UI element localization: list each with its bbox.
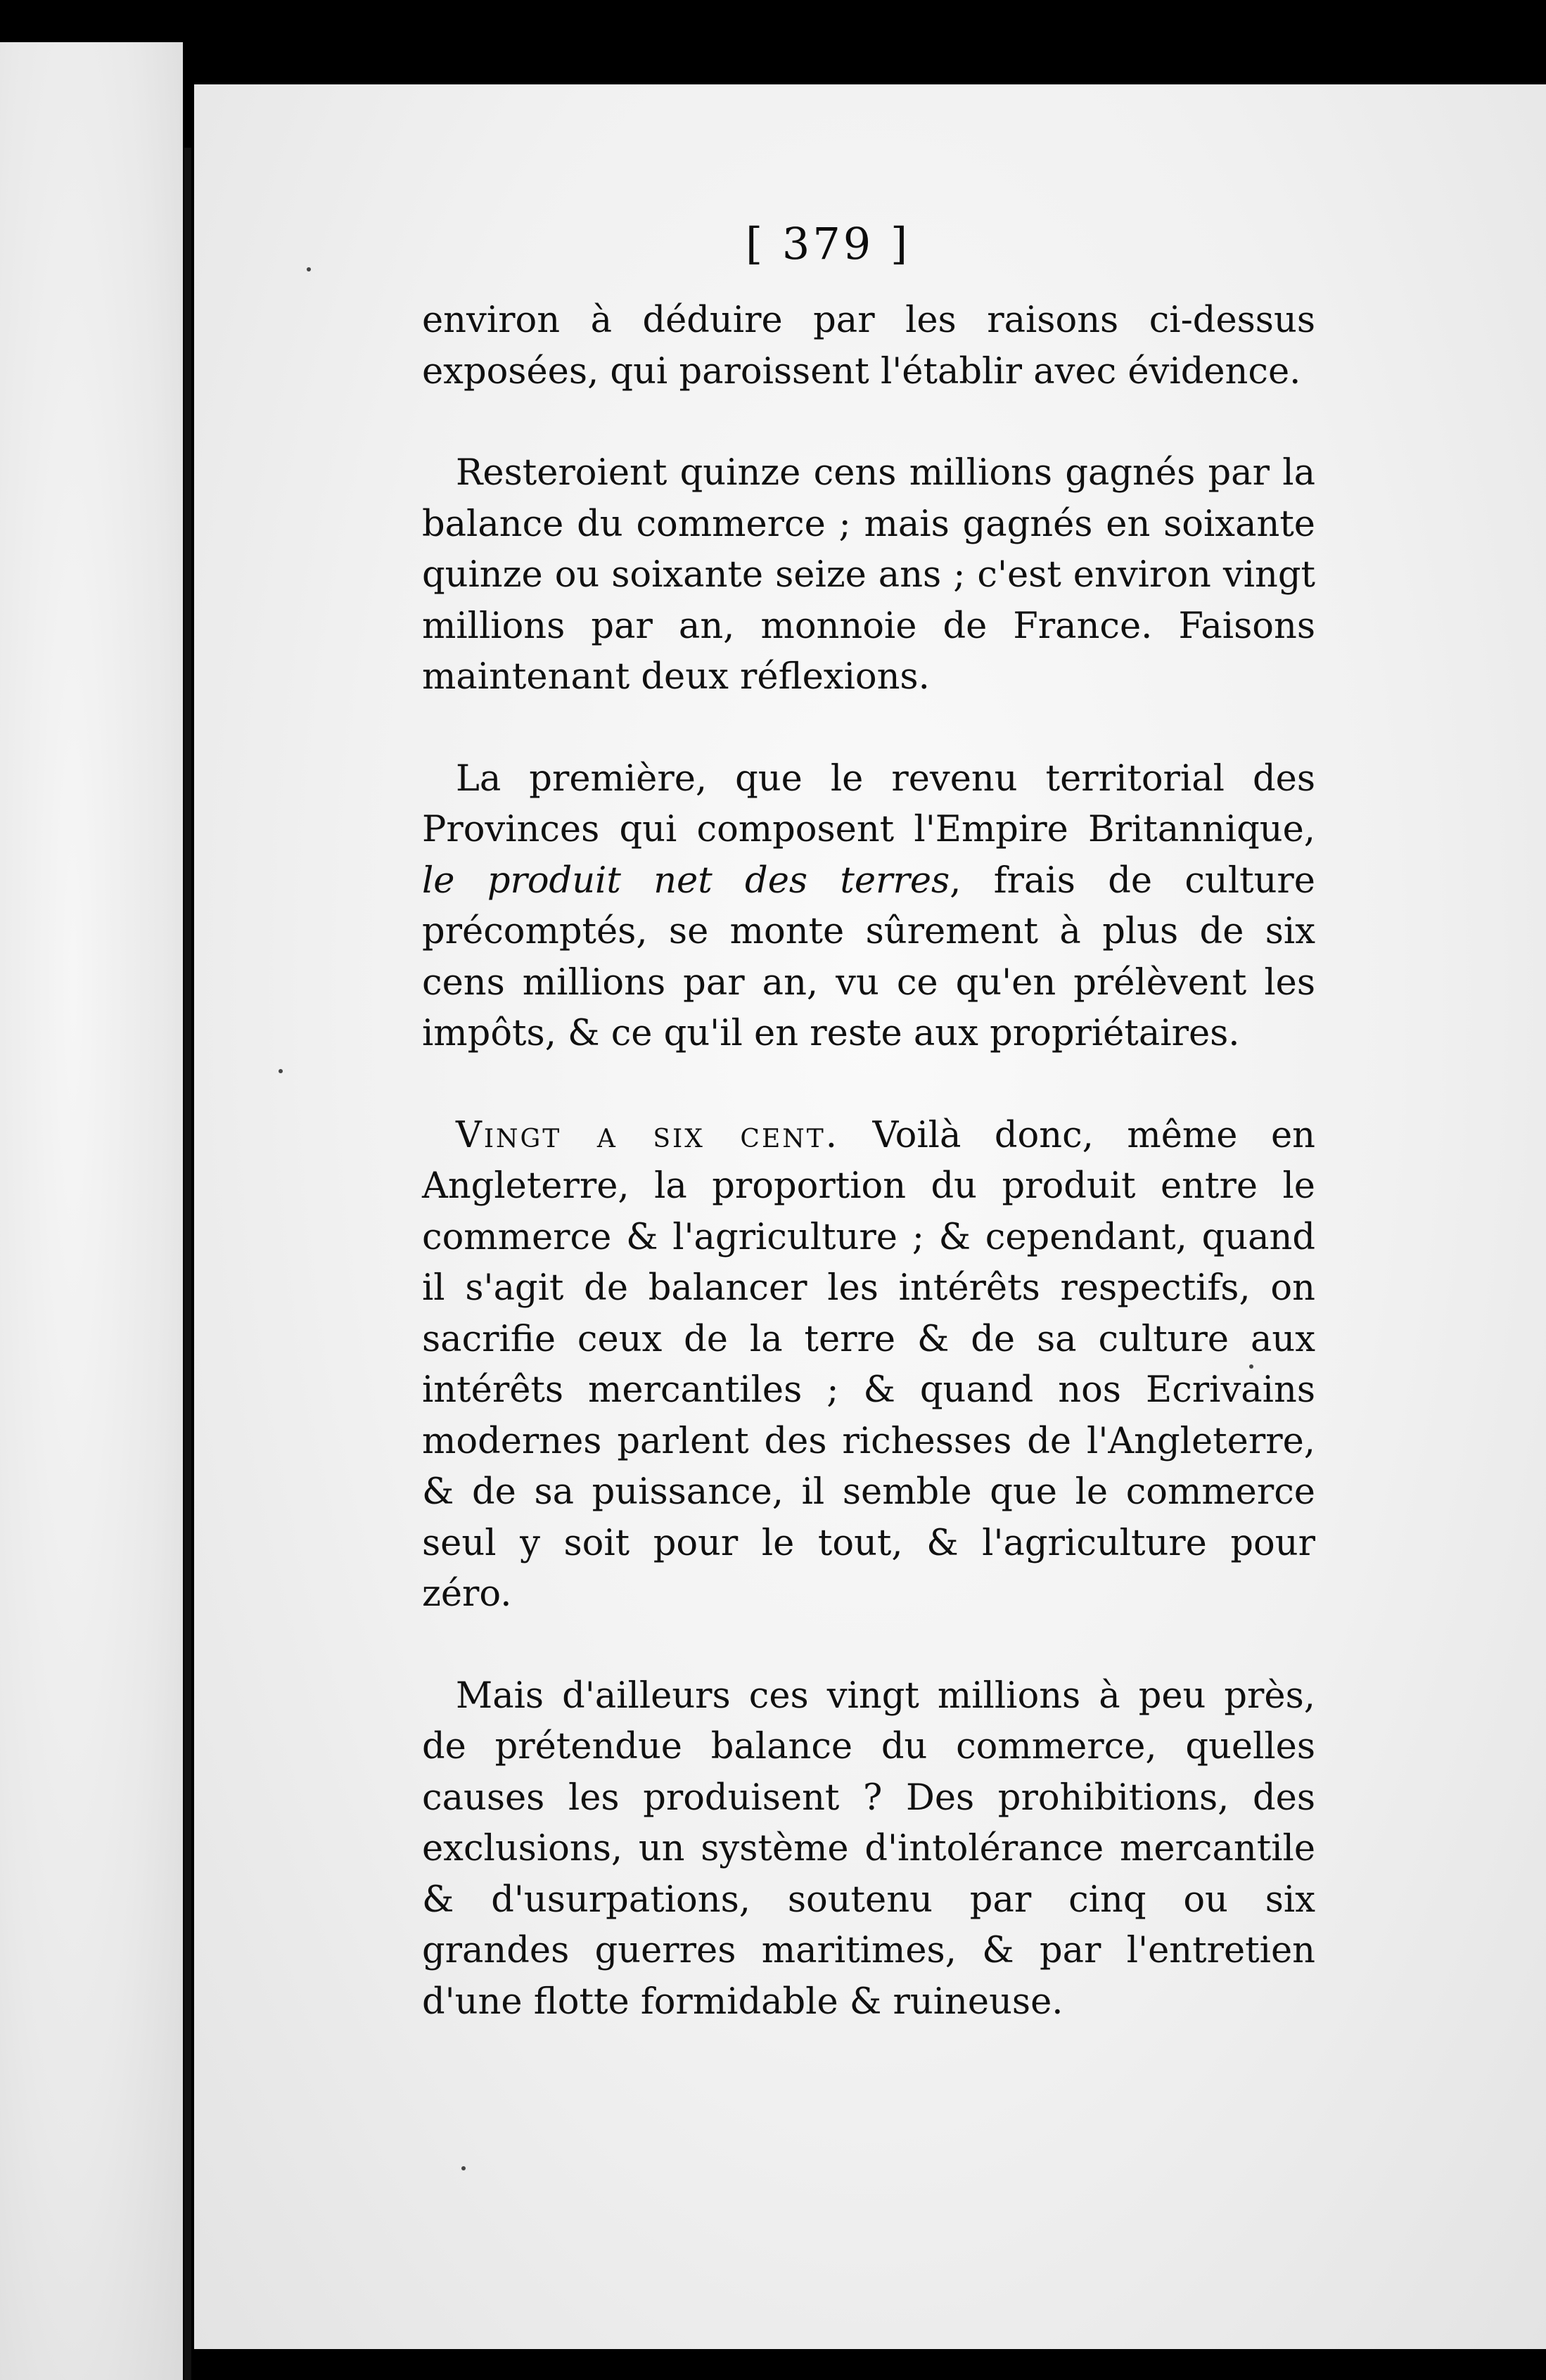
paragraph-vingt bbox=[422, 1111, 1315, 1620]
paragraph-resteroient: Resteroient quinze cens millions gagnés par la balance du commerce ; mais gagnés en soixante quinze ou soixante seize ans ; c'est environ vingt millions par an, monnoie de France. Faisons maintenant deux réflexions. bbox=[422, 452, 1315, 698]
paragraph-premiere-text-2: , frais de culture précomptés, se monte sûrement à plus de six cens millions par an, vu ce qu'en prélèvent les impôts, & ce qu'il en reste aux propriétaires. bbox=[422, 859, 1315, 1054]
paragraph-continuation: environ à déduire par les raisons ci-dessus exposées, qui paroissent l'établir avec évidence. bbox=[422, 300, 1315, 392]
paragraph-mais: Mais d'ailleurs ces vingt millions à peu près, de prétendue balance du commerce, quelles causes les produisent ? Des prohibitions, des exclusions, un système d'intolérance mercantile & d'usurpations, soutenu par cinq ou six grandes guerres maritimes, & par l'entretien d'une flotte formidable & ruineuse. bbox=[422, 1675, 1315, 2023]
paper-speck bbox=[461, 2166, 466, 2170]
paragraph-premiere-text-1: La première, que le revenu territorial des Provinces qui composent l'Empire Britannique, bbox=[422, 757, 1315, 850]
facing-page-edge bbox=[0, 42, 183, 2380]
book-gutter bbox=[184, 148, 191, 2380]
paper-speck bbox=[279, 1069, 283, 1073]
paragraph-premiere bbox=[422, 754, 1315, 1060]
italic-phrase: le produit net des terres bbox=[422, 859, 950, 902]
page-body-text bbox=[422, 295, 1315, 2028]
paper-speck bbox=[307, 267, 311, 271]
page-number-header: [ 379 ] bbox=[746, 218, 911, 269]
paragraph-vingt-text: Voilà donc, même en Angleterre, la proportion du produit entre le commerce & l'agriculture ; & cependant, quand il s'agit de balancer les intérêts respectifs, on sacrifie ceux de la terre & de sa culture aux intérêts mercantiles ; & quand nos Ecrivains modernes parlent des richesses de l'Angleterre, & de sa puissance, il semble que le commerce seul y soit pour le tout, & l'agriculture pour zéro. bbox=[422, 1114, 1316, 1615]
smallcaps-lead: Vingt a six cent. bbox=[456, 1114, 839, 1156]
